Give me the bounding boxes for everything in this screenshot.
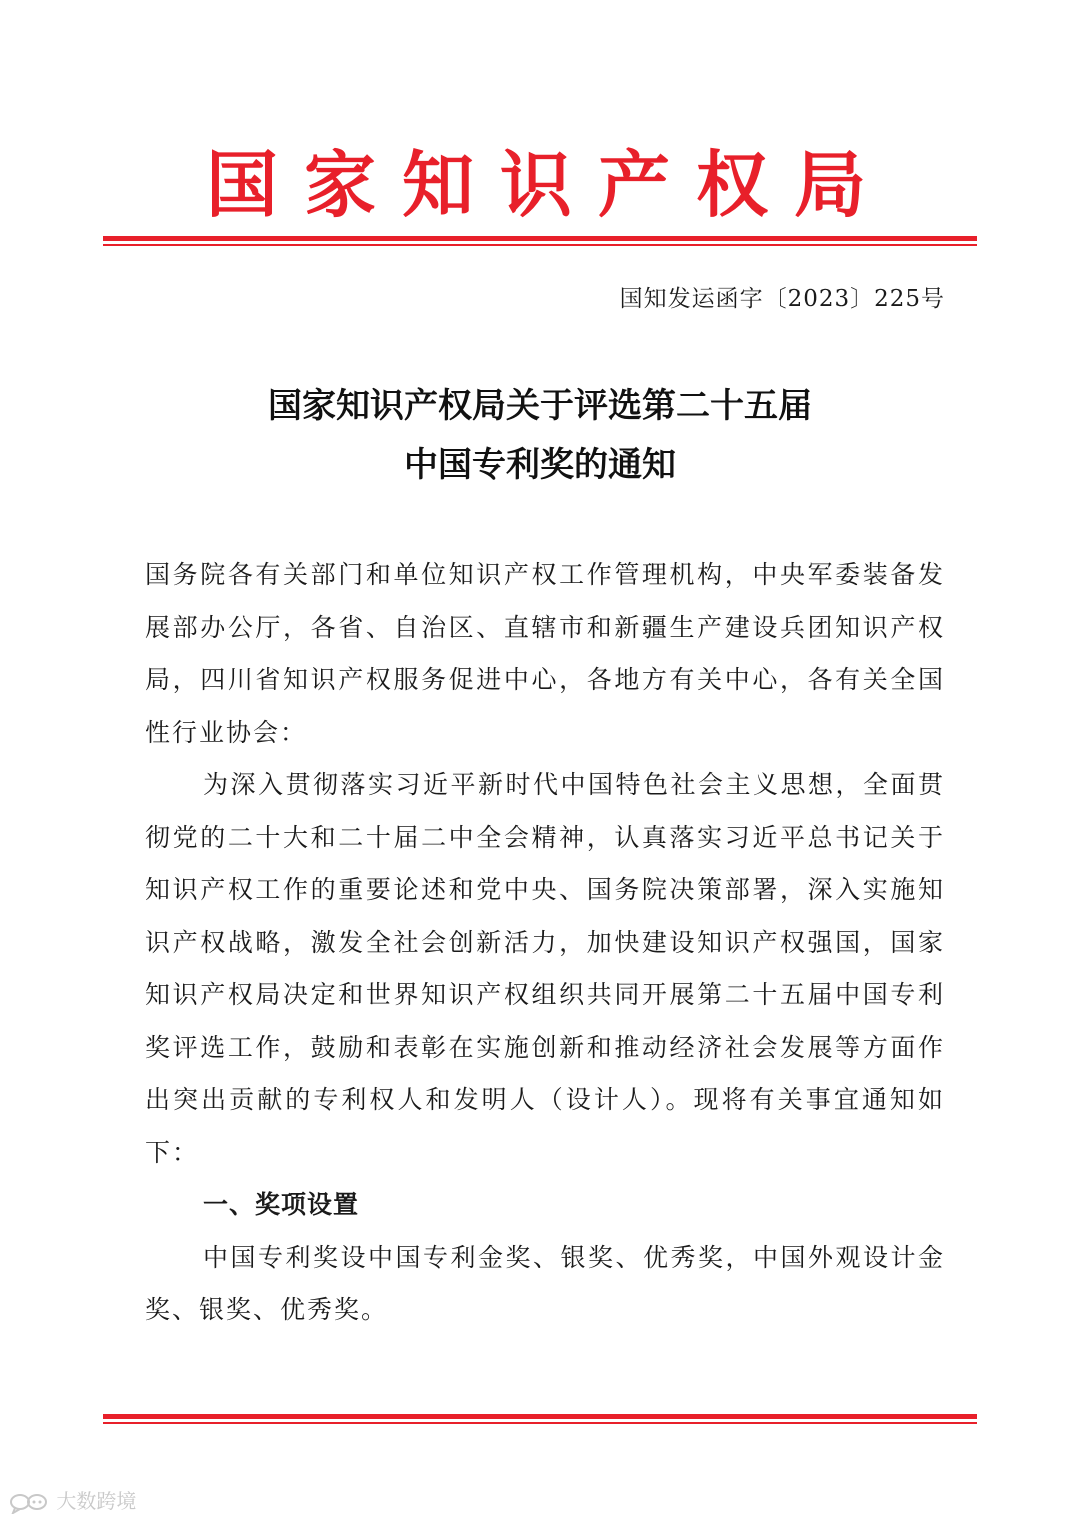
footer-red-rule-thick (103, 1414, 977, 1419)
recipients-paragraph: 国务院各有关部门和单位知识产权工作管理机构，中央军委装备发展部办公厅，各省、自治区、直辖市和新疆生产建设兵团知识产权局，四川省知识产权服务促进中心，各地方有关中心，各有关全国性行业协会： (145, 560, 945, 747)
notice-title-line2: 中国专利奖的通知 (404, 445, 676, 485)
notice-body (145, 549, 945, 1337)
agency-masthead: 国家知识产权局 (205, 142, 892, 227)
intro-paragraph: 为深入贯彻落实习近平新时代中国特色社会主义思想，全面贯彻党的二十大和二十届二中全会精神，认真落实习近平总书记关于知识产权工作的重要论述和党中央、国务院决策部署，深入实施知识产权战略，激发全社会创新活力，加快建设知识产权强国，国家知识产权局决定和世界知识产权组织共同开展第二十五届中国专利奖评选工作，鼓励和表彰在实施创新和推动经济社会发展等方面作出突出贡献的专利权人和发明人（设计人）。现将有关事宜通知如下： (145, 770, 945, 1167)
chat-bubble-icon (10, 1492, 50, 1514)
header-red-rule-thin (103, 244, 977, 246)
section1-paragraph: 中国专利奖设中国专利金奖、银奖、优秀奖，中国外观设计金奖、银奖、优秀奖。 (145, 1242, 945, 1324)
document-number: 国知发运函字〔2023〕225号 (619, 286, 945, 312)
header-red-rule-thick (103, 236, 977, 241)
section1-heading: 一、奖项设置 (203, 1190, 360, 1219)
notice-title-line1: 国家知识产权局关于评选第二十五届 (268, 386, 812, 426)
footer-red-rule-thin (103, 1422, 977, 1424)
watermark-text: 大数跨境 (56, 1489, 137, 1513)
watermark (10, 1488, 136, 1514)
